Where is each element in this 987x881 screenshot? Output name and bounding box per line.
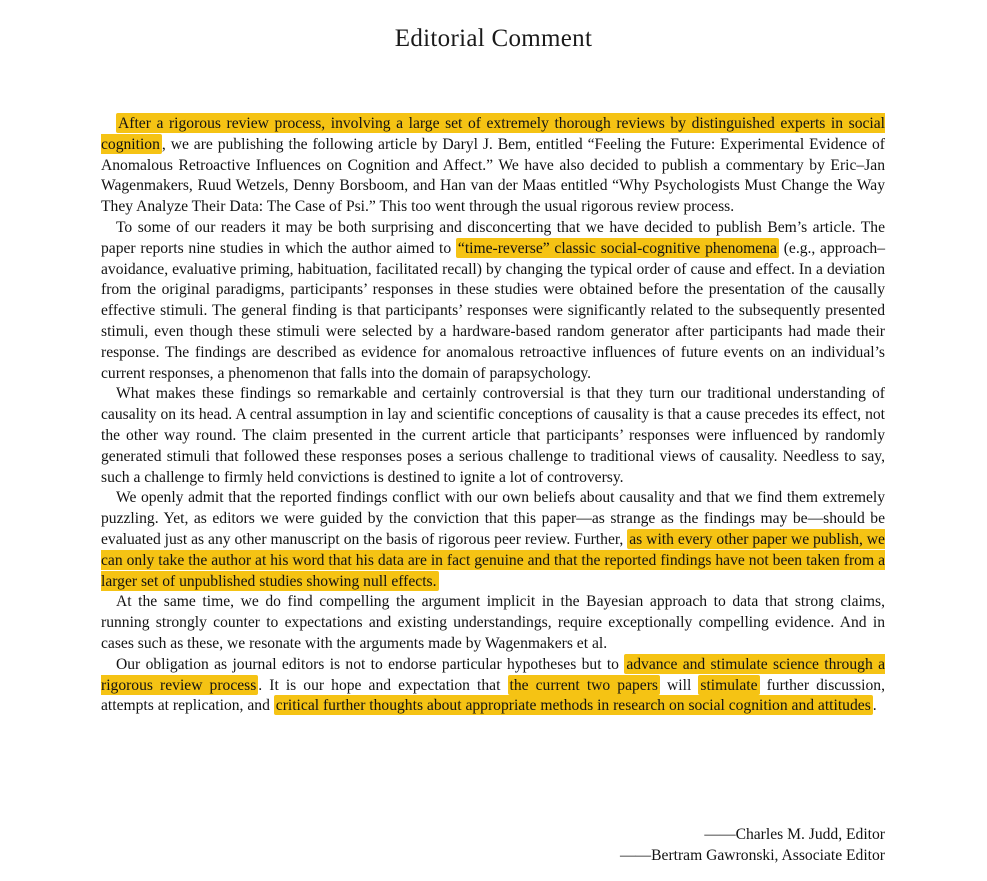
plain-text: , we are publishing the following article by Daryl J. Bem, entitled “Feeling the Future: Experimental Evidence of Anomalous Retroactive Influences on Cognition and Affect.” We have also decided to publish a commentary by Eric–Jan Wagenmakers, Ruud Wetzels, Denny Borsboom, and Han van der Maas entitled “Why Psychologists Must Change the Way They Analyze Their Data: The Case of Psi.” This too went through the usual rigorous review process. [101,135,885,216]
highlighted-text: stimulate [700,676,758,694]
highlighted-text: the current two papers [509,676,658,694]
highlighted-text: advance and stimulate science through a rigorous review process [101,655,885,694]
plain-text: At the same time, we do find compelling the argument implicit in the Bayesian approach to data that strong claims, running strongly counter to expectations and existing understandings, require exceptionally compelling evidence. And in cases such as these, we resonate with the arguments made by Wagenmakers et al. [101,593,885,652]
paragraph-1 [101,114,885,218]
paragraph-3 [101,384,885,488]
highlighted-text: critical further thoughts about appropriate methods in research on social cognition and attitudes [275,697,871,715]
plain-text: What makes these findings so remarkable and certainly controversial is that they turn our traditional understanding of causality on its head. A central assumption in lay and scientific conceptions of causality is that a cause precedes its effect, not the other way round. The claim presented in the current article that participants’ responses were influenced by randomly generated stimuli that followed these responses poses a serious challenge to traditional views of causality. Needless to say, such a challenge to firmly held convictions is destined to ignite a lot of controversy. [101,385,885,486]
plain-text: (e.g., approach–avoidance, evaluative priming, habituation, facilitated recall) by changing the typical order of cause and effect. In a deviation from the original paradigms, participants’ responses in these studies were obtained before the presentation of the causally effective stimuli. The general finding is that participants’ responses were significantly related to the subsequently presented stimuli, even though these stimuli were selected by a hardware-based random generator after participants had made their response. The findings are described as evidence for anomalous retroactive influences of future events on an individual’s current responses, a phenomenon that falls into the domain of parapsychology. [101,239,885,382]
signature-block [101,824,885,866]
plain-text: . It is our hope and expectation that [258,676,508,694]
editorial-body [101,114,885,717]
paragraph-2 [101,218,885,384]
highlighted-text: as with every other paper we publish, we can only take the author at his word that his data are in fact genuine and that the reported findings have not been taken from a larger set of unpublished studies showing null effects. [101,530,885,590]
signature-line-editor: ——Charles M. Judd, Editor [704,826,885,843]
plain-text: To some of our readers it may be both surprising and disconcerting that we have decided to publish Bem’s article. The paper reports nine studies in which the author aimed to [101,218,885,257]
paragraph-6 [101,655,885,717]
plain-text: We openly admit that the reported findings conflict with our own beliefs about causality and that we find them extremely puzzling. Yet, as editors we were guided by the conviction that this paper—as strange as the findings may be—should be evaluated just as any other manuscript on the basis of rigorous peer review. Further, [101,489,885,548]
highlighted-text: “time-reverse” classic social-cognitive phenomena [457,239,777,257]
plain-text: further discussion, attempts at replication, and [101,676,885,715]
highlighted-text: After a rigorous review process, involving a large set of extremely thorough reviews by distinguished experts in social cognition [101,115,885,153]
signature-line-associate-editor: ——Bertram Gawronski, Associate Editor [619,847,885,864]
plain-text: Our obligation as journal editors is not to endorse particular hypotheses but to [116,655,625,673]
paragraph-5 [101,592,885,654]
plain-text: . [872,697,877,715]
paragraph-4 [101,488,885,592]
plain-text: will [659,676,699,694]
page-title: Editorial Comment [394,25,593,52]
